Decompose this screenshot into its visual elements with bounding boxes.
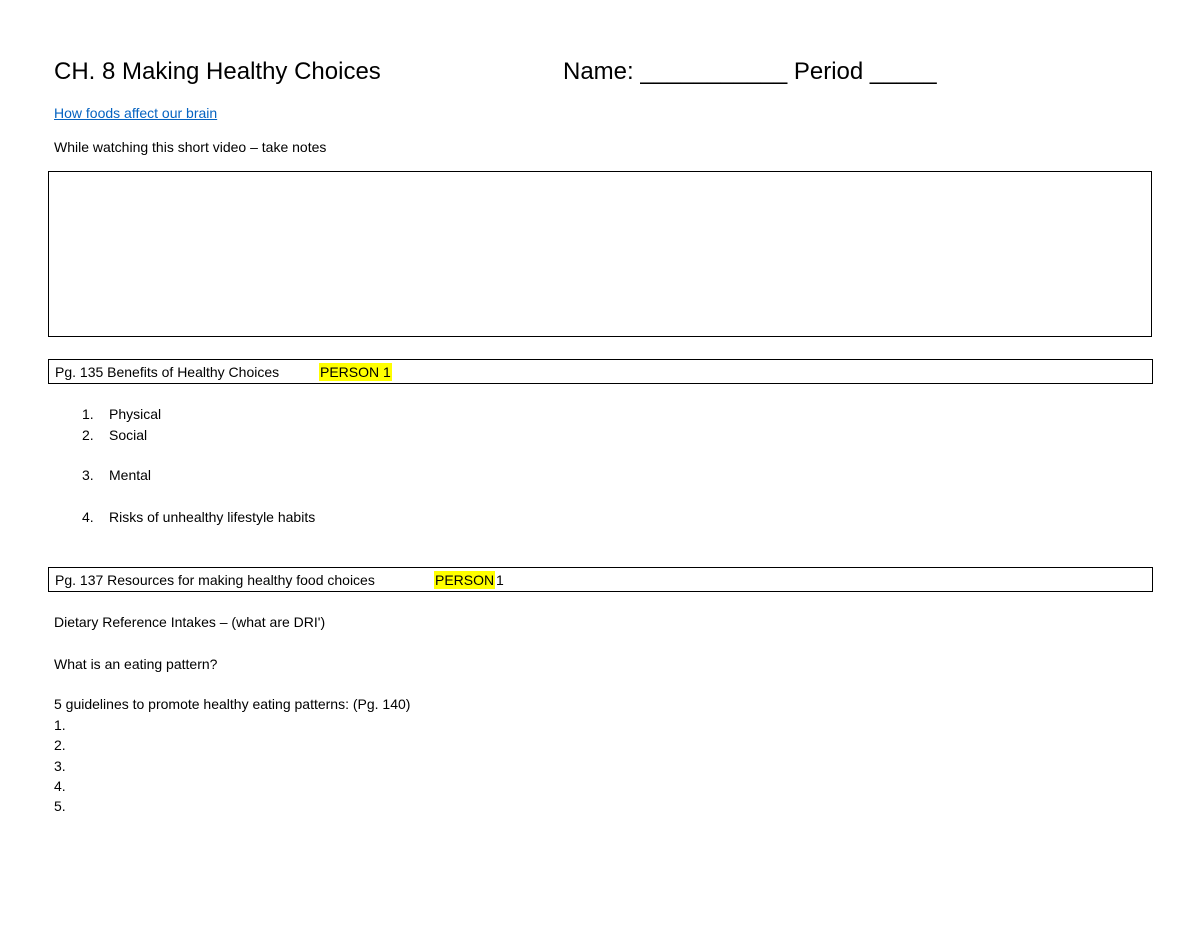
list-item: Mental (109, 467, 152, 483)
video-instruction: While watching this short video – take notes (54, 139, 327, 155)
section-benefits-heading: Pg. 135 Benefits of Healthy Choices (55, 364, 280, 380)
person-tag-number: 1 (496, 572, 504, 588)
guidelines-heading: 5 guidelines to promote healthy eating patterns: (Pg. 140) (54, 696, 411, 712)
list-item: 2. (54, 737, 66, 753)
page-title: CH. 8 Making Healthy Choices (54, 58, 381, 85)
name-period-line: Name: ___________ Period _____ (563, 58, 937, 85)
eating-pattern-question: What is an eating pattern? (54, 656, 218, 672)
list-item-number: 1. (82, 406, 94, 422)
list-item: Social (109, 427, 148, 443)
list-item: Risks of unhealthy lifestyle habits (109, 509, 316, 525)
dri-question: Dietary Reference Intakes – (what are DRI') (54, 614, 326, 630)
person-tag: PERSON 1 (320, 364, 391, 380)
list-item-number: 2. (82, 427, 94, 443)
list-item: 3. (54, 758, 66, 774)
list-item: Physical (109, 406, 162, 422)
section-resources-heading: Pg. 137 Resources for making healthy food choices (55, 572, 375, 588)
list-item: 1. (54, 717, 66, 733)
list-item: 5. (54, 798, 66, 814)
person-tag: PERSON (435, 572, 495, 588)
section-resources-bar (48, 567, 1153, 592)
list-item-number: 4. (82, 509, 94, 525)
notes-box[interactable] (48, 171, 1152, 337)
list-item: 4. (54, 778, 66, 794)
video-link[interactable]: How foods affect our brain (54, 105, 218, 121)
list-item-number: 3. (82, 467, 94, 483)
section-benefits-bar (48, 359, 1153, 384)
